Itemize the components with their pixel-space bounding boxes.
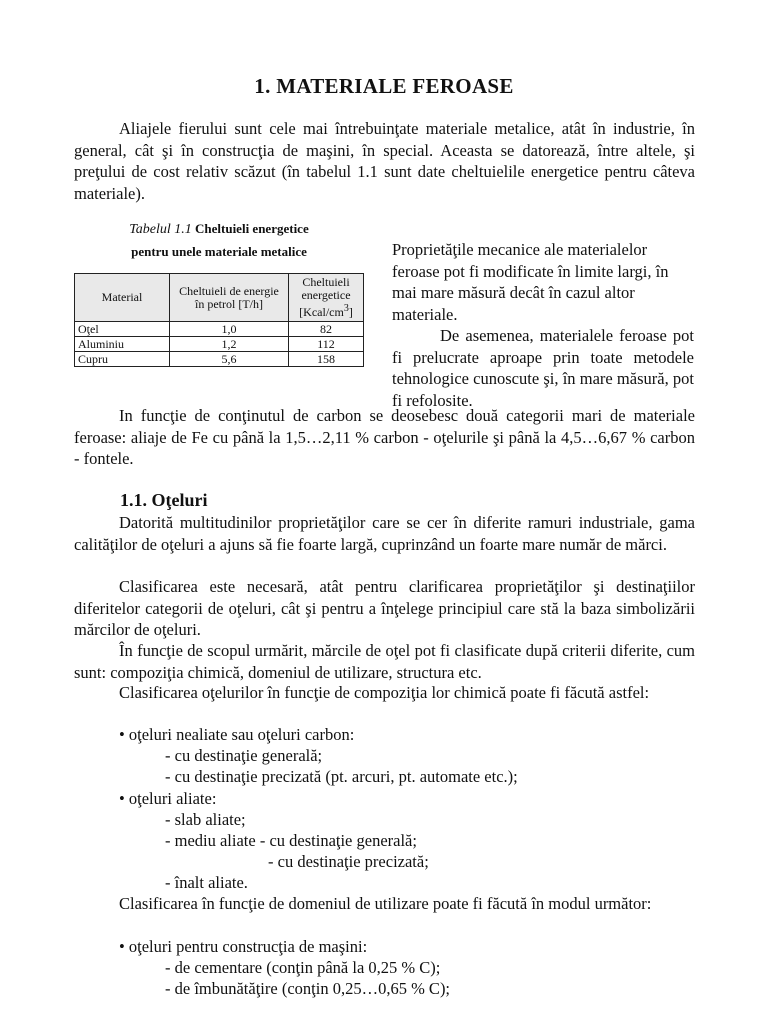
cell-material: Aluminiu bbox=[75, 337, 170, 352]
list-item: • oţeluri aliate: bbox=[119, 789, 217, 808]
table-caption-text: Cheltuieli energetice bbox=[195, 221, 309, 236]
cell-material: Cupru bbox=[75, 352, 170, 367]
paragraph-multitudine: Datorită multitudinilor proprietăţilor care se cer în diferite ramuri industriale, gama calităţilor de oţeluri a ajuns să fie foarte largă, cuprinzând un foarte mare număr de mărci. bbox=[74, 513, 695, 554]
list-item: - slab aliate; bbox=[165, 810, 246, 829]
section-title: 1.1. Oţeluri bbox=[120, 490, 208, 510]
paragraph-criterii: În funcţie de scopul urmărit, mărcile de oţel pot fi clasificate după criterii diferite, cum sunt: compoziţia chimică, domeniul de utilizare, structura etc. bbox=[74, 641, 695, 682]
table-row bbox=[75, 352, 364, 367]
list-item: - de cementare (conţin până la 0,25 % C); bbox=[165, 958, 441, 977]
cell-petrol: 5,6 bbox=[170, 352, 289, 367]
cell-energy: 158 bbox=[289, 352, 364, 367]
list-item: - de îmbunătăţire (conţin 0,25…0,65 % C); bbox=[165, 979, 451, 998]
cell-material: Oţel bbox=[75, 322, 170, 337]
cell-energy: 112 bbox=[289, 337, 364, 352]
paragraph-domeniu: Clasificarea în funcţie de domeniul de utilizare poate fi făcută în modul următor: bbox=[119, 894, 652, 913]
cell-petrol: 1,0 bbox=[170, 322, 289, 337]
list-item: - cu destinaţie precizată; bbox=[268, 852, 429, 871]
header-material: Material bbox=[75, 274, 170, 322]
table-caption bbox=[74, 218, 364, 263]
carbon-paragraph: In funcţie de conţinutul de carbon se deosebesc două categorii mari de materiale feroase: aliaje de Fe cu până la 1,5…2,11 % carbon - oţelurile şi până la 4,5…6,67 % carbon - fontele. bbox=[74, 406, 695, 468]
list-item: - cu destinaţie generală; bbox=[165, 746, 323, 765]
paragraph-clasificare: Clasificarea este necesară, atât pentru clarificarea proprietăţilor şi destinaţiilor diferitelor categorii de oţeluri, cât şi pentru a înţelege principiul care stă la baza simbolizării mărcilor de oţeluri. bbox=[74, 577, 695, 639]
energy-table bbox=[74, 273, 364, 367]
side-paragraph-1: Proprietăţile mecanice ale materialelor feroase pot fi modificate în limite largi, în mai mare măsură decât în cazul altor materiale. bbox=[392, 240, 669, 324]
table-caption-number: Tabelul 1.1 bbox=[129, 222, 192, 237]
list-item: • oţeluri nealiate sau oţeluri carbon: bbox=[119, 725, 355, 744]
cell-energy: 82 bbox=[289, 322, 364, 337]
list-item: - cu destinaţie precizată (pt. arcuri, pt. automate etc.); bbox=[165, 767, 518, 786]
list-item: - înalt aliate. bbox=[165, 873, 248, 892]
page-title: 1. MATERIALE FEROASE bbox=[254, 74, 514, 98]
table-row bbox=[75, 337, 364, 352]
list-item: • oţeluri pentru construcţia de maşini: bbox=[119, 937, 368, 956]
table-caption-line2: pentru unele materiale metalice bbox=[131, 244, 307, 259]
cell-petrol: 1,2 bbox=[170, 337, 289, 352]
side-paragraph-2: De asemenea, materialele feroase pot fi prelucrate aproape prin toate metodele tehnologice cunoscute şi, în mare măsură, pot fi refolosite. bbox=[392, 326, 694, 410]
list-item: - mediu aliate - cu destinaţie generală; bbox=[165, 831, 417, 850]
table-row bbox=[75, 322, 364, 337]
header-energy: Cheltuieli energetice $[Kcal/cm^3]$ bbox=[289, 274, 364, 322]
intro-paragraph: Aliajele fierului sunt cele mai întrebuinţate materiale metalice, atât în industrie, în general, cât şi în construcţia de maşini, în special. Aceasta se datorează, între altele, şi preţului de cost relativ scăzut (în tabelul 1.1 sunt date cheltuielile energetice pentru câteva materiale). bbox=[74, 119, 695, 203]
paragraph-compozitie: Clasificarea oţelurilor în funcţie de compoziţia lor chimică poate fi făcută astfel: bbox=[119, 683, 650, 702]
table-header-row bbox=[75, 274, 364, 322]
header-petrol: Cheltuieli de energie în petrol [T/h] bbox=[170, 274, 289, 322]
